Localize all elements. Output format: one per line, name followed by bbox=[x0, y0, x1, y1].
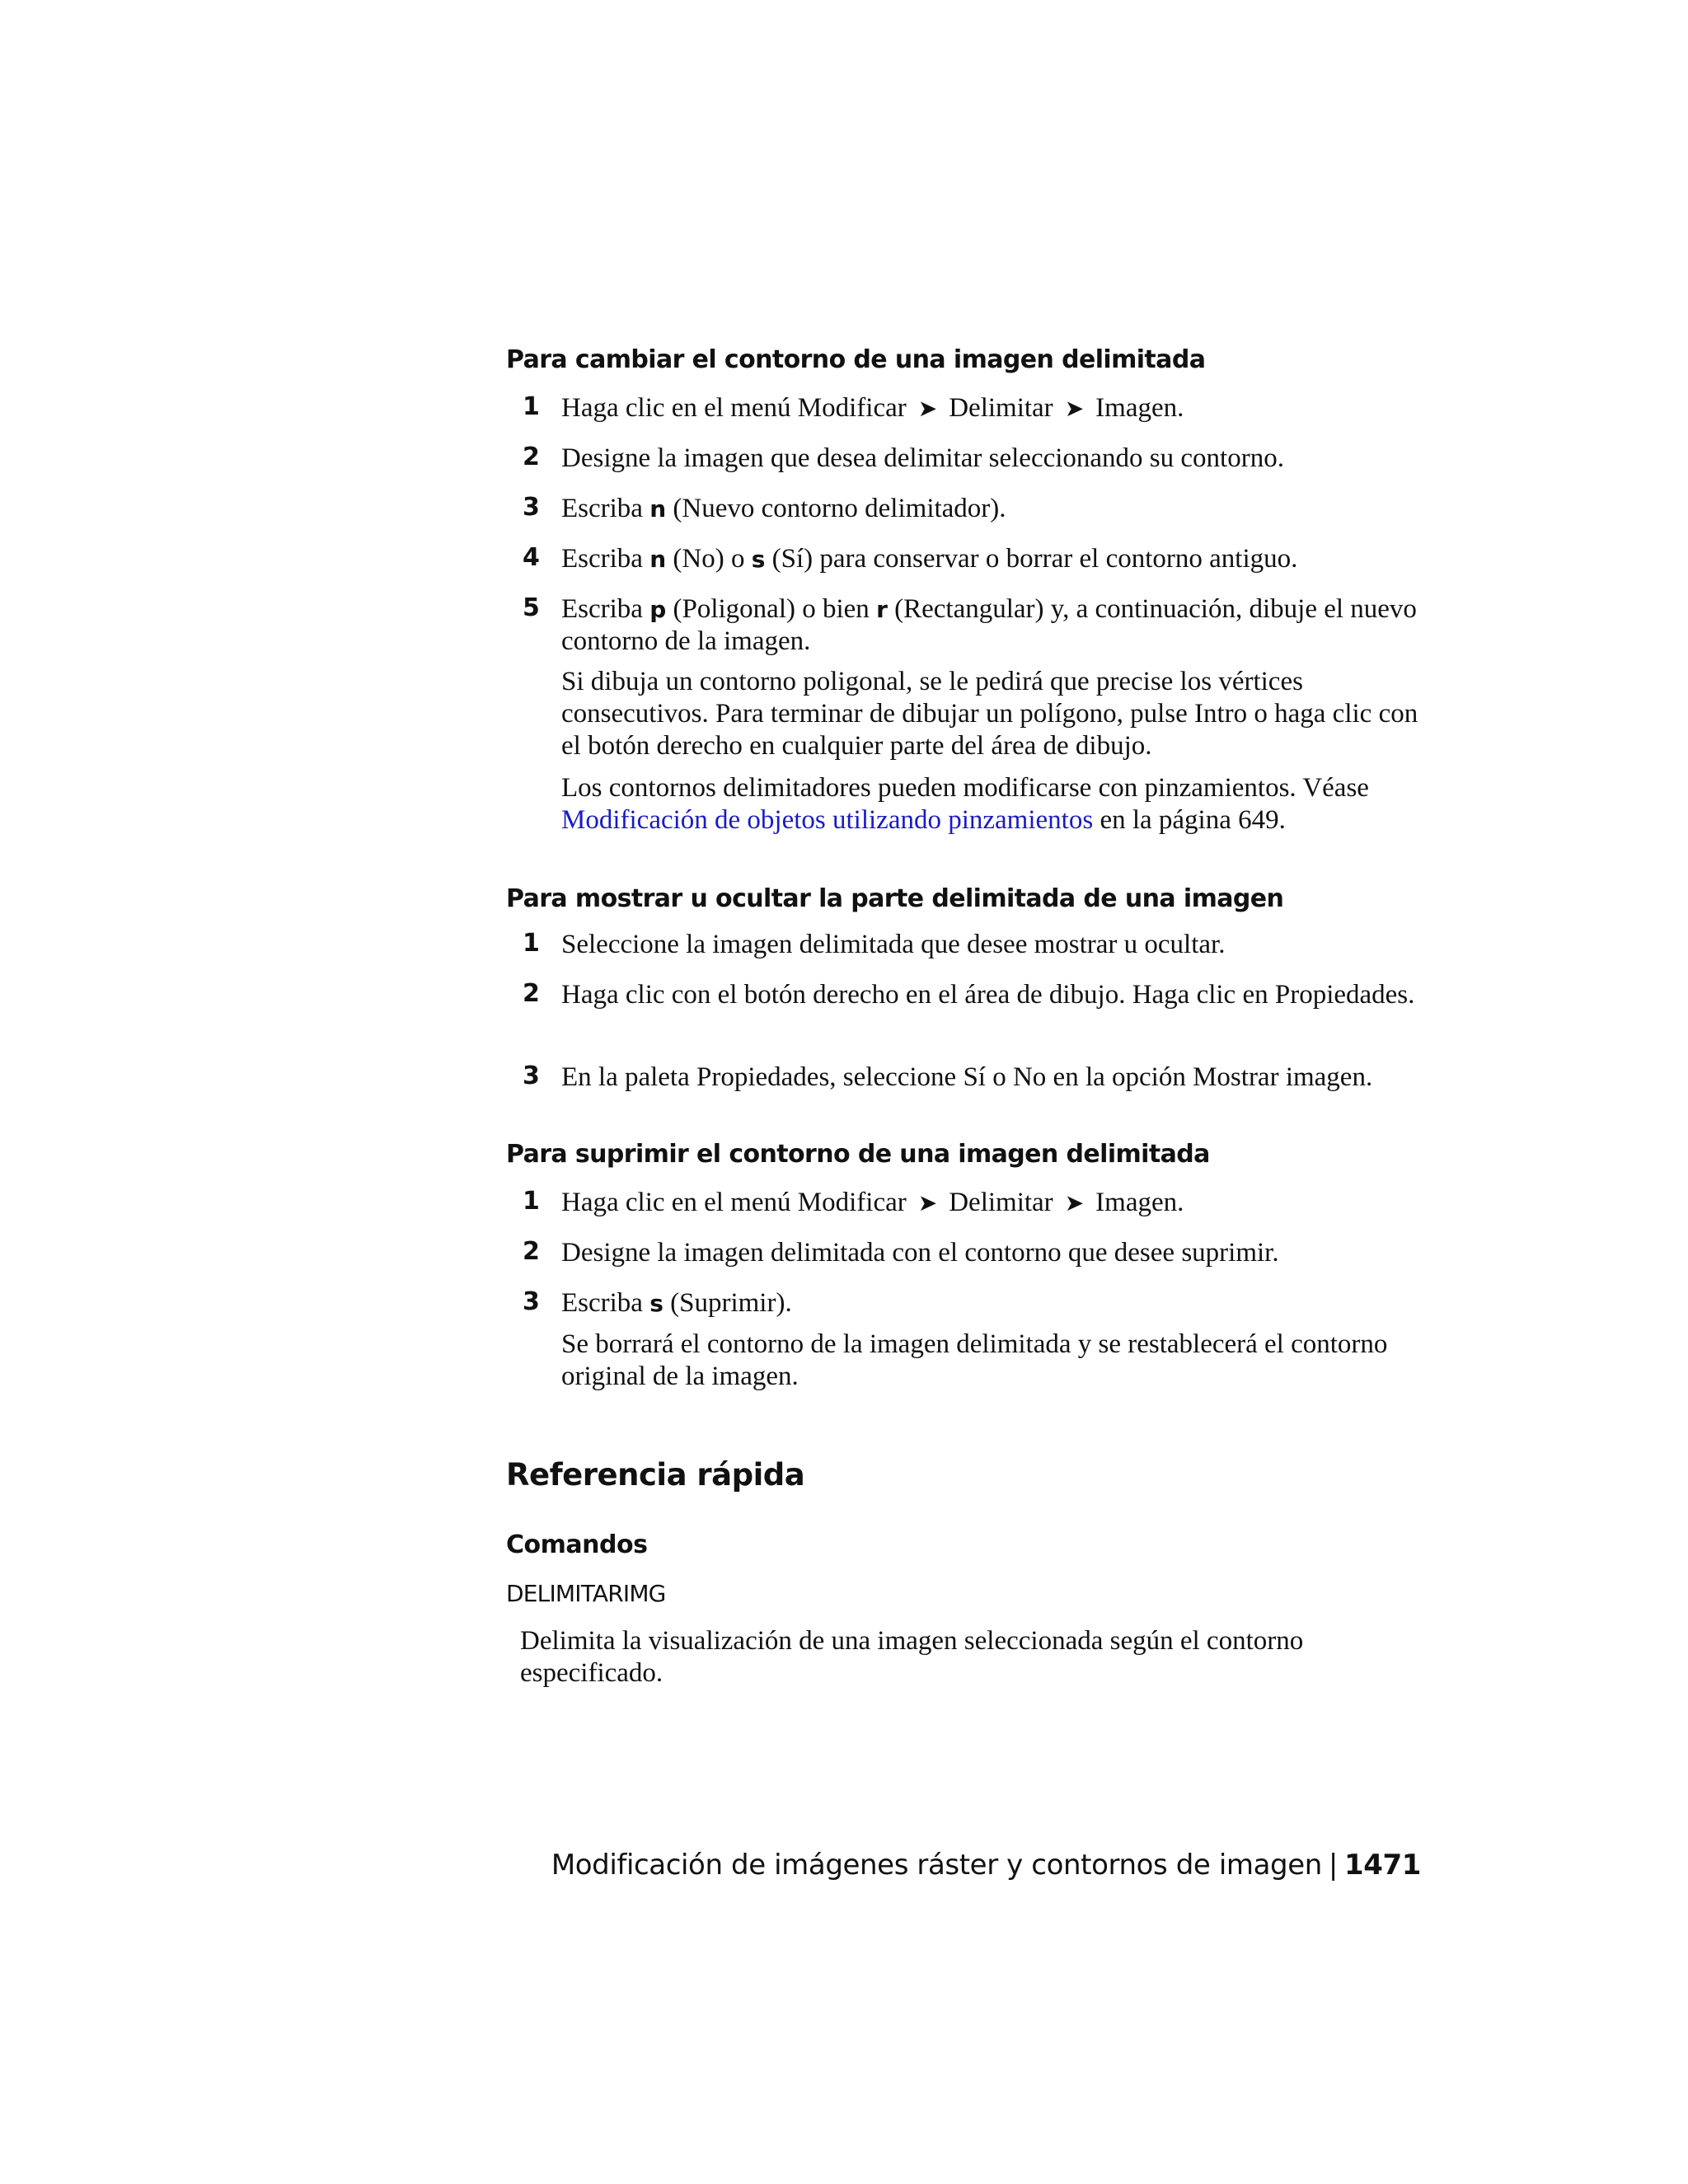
step-text: Escriba p (Poligonal) o bien r (Rectangular) y, a continuación, dibuje el nuevo contorno de la imagen. bbox=[561, 594, 1417, 656]
step-text: En la paleta Propiedades, seleccione Sí o No en la opción Mostrar imagen. bbox=[561, 1062, 1373, 1092]
procedure-heading-delete-boundary: Para suprimir el contorno de una imagen delimitada bbox=[506, 1140, 1210, 1169]
step-number: 4 bbox=[523, 543, 540, 572]
menu-path-part: Haga clic en el menú Modificar bbox=[561, 393, 907, 423]
step-text: Escriba s (Suprimir). bbox=[561, 1288, 792, 1318]
note-grips: Los contornos delimitadores pueden modificarse con pinzamientos. Véase Modificación de objetos utilizando pinzamientos en la página 649. bbox=[561, 773, 1369, 835]
step-text: Seleccione la imagen delimitada que desee mostrar u ocultar. bbox=[561, 930, 1226, 959]
footer-chapter-title: Modificación de imágenes ráster y contornos de imagen bbox=[551, 1849, 1322, 1882]
step-number: 1 bbox=[523, 929, 540, 958]
link-grips[interactable]: Modificación de objetos utilizando pinzamientos bbox=[561, 805, 1094, 835]
menu-path-part: Delimitar bbox=[949, 1188, 1053, 1217]
step-number: 1 bbox=[523, 392, 540, 421]
menu-path-part: Imagen. bbox=[1095, 393, 1184, 423]
menu-arrow-icon: ➤ bbox=[1064, 1189, 1085, 1216]
commands-heading: Comandos bbox=[506, 1530, 648, 1559]
step-text: Haga clic con el botón derecho en el área de dibujo. Haga clic en Propiedades. bbox=[561, 980, 1415, 1010]
menu-path-part: Imagen. bbox=[1095, 1188, 1184, 1217]
step-text: Designe la imagen que desea delimitar seleccionando su contorno. bbox=[561, 443, 1284, 473]
footer-separator: | bbox=[1328, 1849, 1338, 1882]
page-number: 1471 bbox=[1343, 1849, 1421, 1882]
key-input: n bbox=[649, 495, 667, 523]
step-text bbox=[561, 392, 1427, 424]
key-input: n bbox=[649, 546, 667, 573]
page-footer bbox=[551, 1849, 1421, 1882]
step-number: 3 bbox=[523, 493, 540, 522]
menu-arrow-icon: ➤ bbox=[917, 395, 938, 422]
step-number: 1 bbox=[523, 1187, 540, 1216]
key-input: s bbox=[751, 546, 766, 573]
step-number: 2 bbox=[523, 1237, 540, 1266]
step-number: 3 bbox=[523, 1062, 540, 1090]
note-polygonal: Si dibuja un contorno poligonal, se le pedirá que precise los vértices consecutivos. Para terminar de dibujar un polígono, pulse Intro o haga clic con el botón derecho en cualquier parte del área de dibujo. bbox=[561, 667, 1418, 761]
step-text: Designe la imagen delimitada con el contorno que desee suprimir. bbox=[561, 1238, 1279, 1268]
note-restore: Se borrará el contorno de la imagen delimitada y se restablecerá el contorno original de la imagen. bbox=[561, 1329, 1388, 1391]
menu-arrow-icon: ➤ bbox=[1064, 395, 1085, 422]
key-input: r bbox=[876, 596, 888, 623]
procedure-heading-change-boundary: Para cambiar el contorno de una imagen delimitada bbox=[506, 345, 1206, 374]
step-text: Escriba n (No) o s (Sí) para conservar o borrar el contorno antiguo. bbox=[561, 544, 1298, 574]
command-description: Delimita la visualización de una imagen seleccionada según el contorno especificado. bbox=[520, 1626, 1304, 1688]
command-name: DELIMITARIMG bbox=[506, 1580, 666, 1607]
step-number: 2 bbox=[523, 443, 540, 471]
step-text: Escriba n (Nuevo contorno delimitador). bbox=[561, 494, 1006, 523]
step-number: 3 bbox=[523, 1287, 540, 1316]
procedure-heading-show-hide: Para mostrar u ocultar la parte delimitada de una imagen bbox=[506, 884, 1284, 913]
section-title-quick-reference: Referencia rápida bbox=[506, 1457, 805, 1493]
menu-arrow-icon: ➤ bbox=[917, 1189, 938, 1216]
menu-path-part: Delimitar bbox=[949, 393, 1053, 423]
step-text bbox=[561, 1187, 1427, 1219]
menu-path-part: Haga clic en el menú Modificar bbox=[561, 1188, 907, 1217]
step-number: 5 bbox=[523, 593, 540, 622]
key-input: s bbox=[649, 1290, 663, 1317]
step-number: 2 bbox=[523, 979, 540, 1008]
key-input: p bbox=[649, 596, 667, 623]
